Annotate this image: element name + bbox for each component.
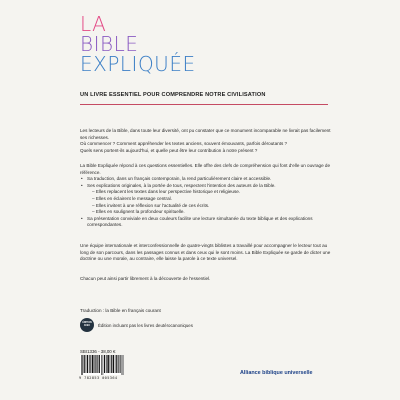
sub-feature-item: – Elles replacent les textes dans leur perspective historique et religieuse. bbox=[92, 189, 241, 195]
edition-badge-line-1: ÉDITION bbox=[82, 322, 92, 325]
closing-text: Chacun peut ainsi partir librement à la découverte de l'essentiel. bbox=[80, 276, 211, 281]
barcode-digits: 9 782853 005364 bbox=[79, 376, 118, 380]
edition-badge-line-2: AVEC bbox=[83, 325, 91, 327]
sub-feature-item: – Elles en éclairent le message central. bbox=[92, 195, 172, 201]
sub-feature-item: – Elles invitent à une réflexion sur l'actualité de ces écrits. bbox=[92, 202, 210, 208]
intro-paragraph bbox=[80, 128, 332, 154]
edition-note: Édition incluant pas les livres deutérocanoniques bbox=[98, 323, 193, 328]
title-line-2: BIBLE bbox=[80, 32, 139, 56]
intro-line-3: Quels sens portent-ils aujourd'hui, et quelle peut être leur contribution à notre présent ? bbox=[80, 147, 258, 153]
sub-features-list bbox=[80, 189, 332, 215]
closing-paragraph bbox=[80, 276, 332, 283]
publisher-name: Alliance biblique universelle bbox=[240, 370, 313, 376]
book-title bbox=[80, 14, 196, 76]
team-text: Une équipe internationale et interconfessionnelle de quatre-vingts biblistes a travaillé pour accompagner le lecteur tout au long de son parcours, dans les passages connus et dans ceux qui le sont moins. La Bible Expliquée se garde de dicter une doctrine ou une morale, au contraire, elle laisse la parole à ce texte universel. bbox=[80, 243, 331, 262]
features-block bbox=[80, 163, 332, 229]
divider-rule bbox=[80, 104, 328, 105]
subtitle: UN LIVRE ESSENTIEL POUR COMPRENDRE NOTRE CIVILISATION bbox=[80, 92, 266, 98]
price-label: SBI1336 - 38,00 € bbox=[80, 349, 116, 354]
title-line-3: EXPLIQUÉE bbox=[80, 52, 196, 76]
feature-item: • Sa traduction, dans un français contemporain, la rend particulièrement claire et accessible. bbox=[80, 176, 332, 183]
features-list bbox=[80, 176, 332, 189]
intro-line-2: Où commencer ? Comment appréhender les textes anciens, souvent émouvants, parfois déroutants ? bbox=[80, 141, 288, 147]
edition-badge-icon bbox=[80, 318, 94, 332]
feature-item: • Ses explications originales, à la portée de tous, respectent l'intention des auteurs de la Bible. bbox=[80, 183, 332, 190]
translation-note: Traduction : la Bible en français courant bbox=[80, 308, 161, 313]
features-list-last bbox=[80, 216, 332, 229]
intro-line-1: Les lecteurs de la Bible, dans toute leur diversité, ont pu constater que ce monument incomparable ne livrait pas facilement ses richesses. bbox=[80, 128, 331, 140]
team-paragraph bbox=[80, 243, 332, 263]
barcode-icon bbox=[80, 355, 124, 375]
features-intro: La Bible Expliquée répond à ces questions essentielles. Elle offre des clefs de compréhension qui font d'elle un ouvrage de référence. bbox=[80, 163, 331, 175]
feature-item: • Sa présentation conviviale en deux couleurs facilite une lecture simultanée du texte biblique et des explications correspondantes. bbox=[80, 216, 332, 229]
sub-feature-item: – Elles en soulignent la profondeur spirituelle. bbox=[92, 209, 185, 215]
title-line-1: LA bbox=[80, 12, 107, 36]
